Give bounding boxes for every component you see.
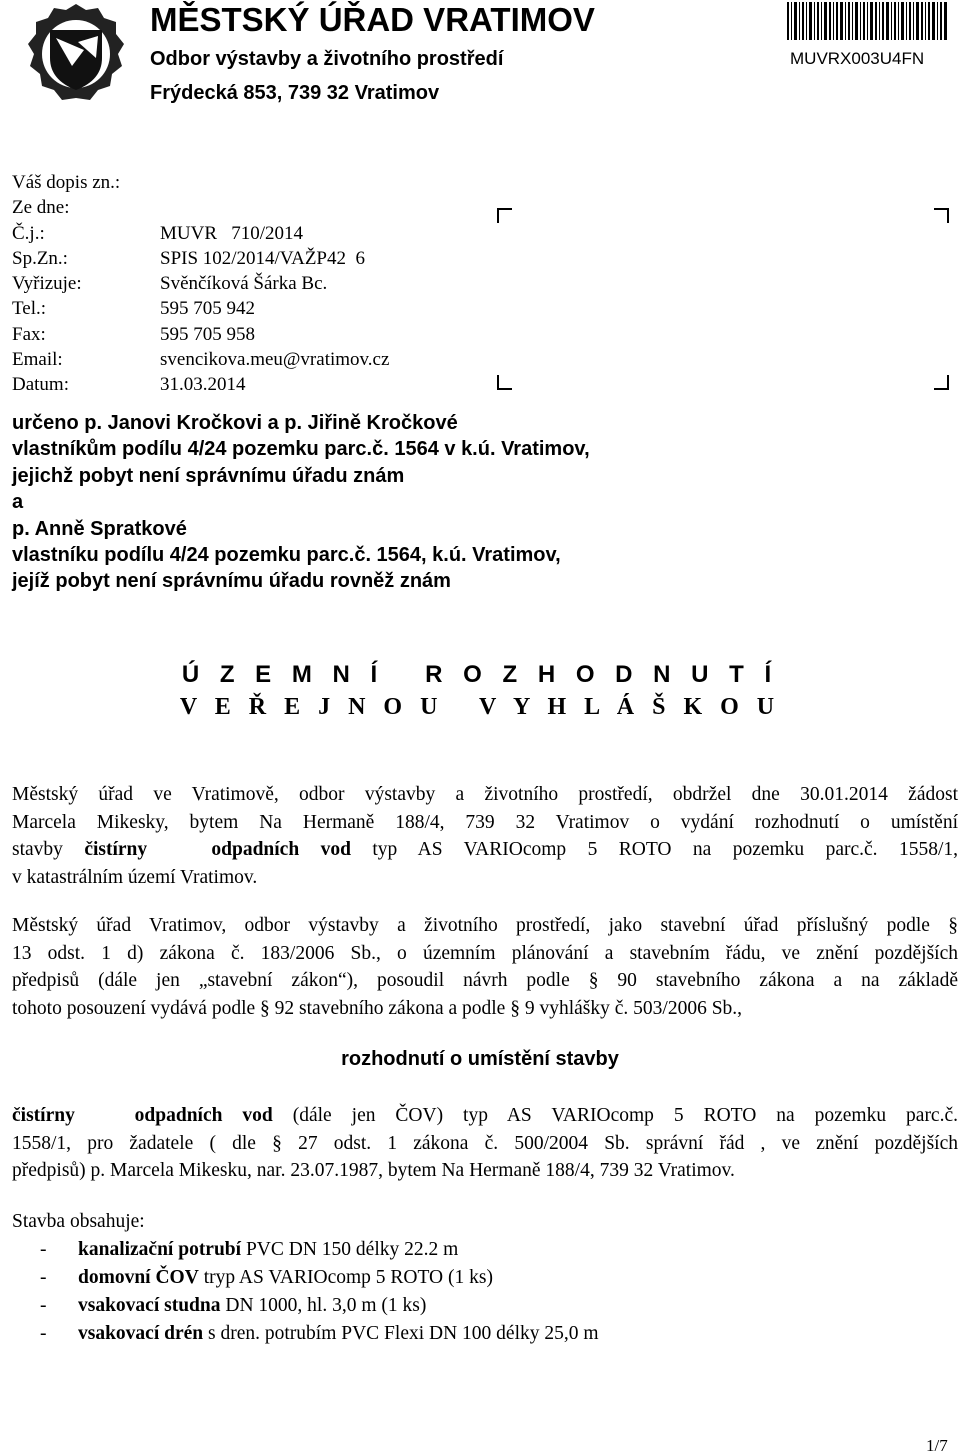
- recipient-line: určeno p. Janovi Kročkovi a p. Jiřině Kročkové: [12, 412, 458, 434]
- city-emblem-logo: [14, 2, 138, 104]
- meta-value: 595 705 958: [160, 323, 255, 345]
- meta-value: MUVR 710/2014: [160, 222, 304, 244]
- address-corner-mark: [934, 375, 949, 390]
- paragraph-line: 13 odst. 1 d) zákona č. 183/2006 Sb., o územním plánování a stavebním řádu, ve znění pozdějších: [12, 942, 958, 964]
- paragraph-line: 1558/1, pro žadatele ( dle § 27 odst. 1 zákona č. 500/2004 Sb. správní řád , ve znění pozdějších: [12, 1132, 958, 1154]
- office-address: Frýdecká 853, 739 32 Vratimov: [150, 82, 440, 104]
- list-dash: -: [40, 1323, 47, 1344]
- paragraph-line: tohoto posouzení vydává podle § 92 stavebního zákona a podle § 9 vyhlášky č. 503/2006 Sb.,: [12, 997, 743, 1019]
- meta-row: [12, 322, 389, 347]
- item-name: vsakovací drén: [78, 1323, 204, 1344]
- paragraph-decision: [12, 1102, 958, 1185]
- bold-text: čistírny odpadních vod: [84, 839, 351, 860]
- meta-value: 31.03.2014: [160, 374, 246, 396]
- construction-items-list: [12, 1236, 599, 1348]
- meta-label: Sp.Zn.:: [12, 247, 68, 269]
- public-notice-title: V E Ř E J N O U V Y H L Á Š K O U: [179, 694, 781, 720]
- text-run: (dále jen ČOV) typ AS VARIOcomp 5 ROTO na pozemku parc.č.: [272, 1105, 958, 1126]
- page-number: 1/7: [926, 1436, 948, 1455]
- meta-value: SPIS 102/2014/VAŽP42 6: [160, 247, 366, 269]
- meta-label: Č.j.:: [12, 222, 45, 244]
- meta-label: Fax:: [12, 323, 46, 345]
- paragraph-line: Městský úřad ve Vratimově, odbor výstavby a životního prostředí, obdržel dne 30.01.2014 žádost: [12, 784, 958, 805]
- recipient-line: a: [12, 491, 24, 514]
- paragraph-line: [12, 1102, 958, 1130]
- paragraph-line: [12, 836, 958, 864]
- meta-label: Datum:: [12, 374, 69, 396]
- recipient-line: jejichž pobyt není správnímu úřadu znám: [12, 464, 405, 487]
- recipient-line: vlastníkům podílu 4/24 pozemku parc.č. 1564 v k.ú. Vratimov,: [12, 438, 590, 461]
- meta-label: Ze dne:: [12, 197, 70, 219]
- item-detail: DN 1000, hl. 3,0 m (1 ks): [220, 1295, 427, 1316]
- list-dash: -: [40, 1239, 47, 1260]
- paragraph-line: Městský úřad Vratimov, odbor výstavby a životního prostředí, jako stavební úřad příslušný podle §: [12, 915, 958, 936]
- construction-contents-heading: Stavba obsahuje:: [12, 1211, 145, 1232]
- meta-label: Email:: [12, 349, 63, 371]
- meta-row: [12, 296, 389, 321]
- recipients-block: [12, 410, 590, 595]
- decision-type-title: Ú Z E M N Í R O Z H O D N U T Í: [181, 661, 779, 688]
- reference-block: [12, 170, 389, 398]
- list-dash: -: [40, 1295, 47, 1316]
- meta-row: [12, 221, 389, 246]
- meta-label: Tel.:: [12, 298, 47, 320]
- meta-row: [12, 195, 389, 220]
- paragraph-line: Marcela Mikesky, bytem Na Hermaně 188/4, 739 32 Vratimov o vydání rozhodnutí o umístění: [12, 811, 958, 833]
- list-item: [12, 1320, 599, 1348]
- meta-row: [12, 372, 389, 397]
- office-title: MĚSTSKÝ ÚŘAD VRATIMOV: [150, 1, 595, 38]
- text-run: typ AS VARIOcomp 5 ROTO na pozemku parc.č. 1558/1,: [350, 839, 958, 860]
- recipient-line: p. Anně Spratkové: [12, 517, 187, 540]
- list-item: [12, 1264, 599, 1292]
- bold-text: čistírny odpadních vod: [12, 1105, 273, 1126]
- paragraph-application: [12, 781, 958, 891]
- recipient-line: jejíž pobyt není správnímu úřadu rovněž znám: [12, 570, 451, 593]
- meta-value: Svěnčíková Šárka Bc.: [160, 273, 328, 295]
- department-name: Odbor výstavby a životního prostředí: [150, 48, 504, 70]
- meta-value: 595 705 942: [160, 298, 255, 320]
- document-code: MUVRX003U4FN: [790, 49, 925, 68]
- meta-label: Váš dopis zn.:: [12, 172, 121, 193]
- meta-row: [12, 271, 389, 296]
- item-detail: s dren. potrubím PVC Flexi DN 100 délky 25,0 m: [203, 1323, 599, 1344]
- recipient-line: vlastníku podílu 4/24 pozemku parc.č. 1564, k.ú. Vratimov,: [12, 544, 561, 567]
- address-corner-mark: [934, 208, 949, 223]
- item-detail: tryp AS VARIOcomp 5 ROTO (1 ks): [198, 1267, 493, 1288]
- item-name: domovní ČOV: [78, 1267, 199, 1288]
- meta-value: svencikova.meu@vratimov.cz: [160, 349, 390, 371]
- address-corner-mark: [497, 375, 512, 390]
- list-item: [12, 1292, 599, 1320]
- text-run: stavby: [12, 839, 85, 860]
- decision-heading: rozhodnutí o umístění stavby: [341, 1048, 619, 1070]
- address-corner-mark: [497, 208, 512, 223]
- meta-row: [12, 170, 389, 195]
- paragraph-line: v katastrálním území Vratimov.: [12, 866, 258, 888]
- paragraph-line: předpisů) p. Marcela Mikesku, nar. 23.07.1987, bytem Na Hermaně 188/4, 739 32 Vratimov.: [12, 1160, 735, 1181]
- barcode-image: [787, 2, 947, 40]
- meta-row: [12, 246, 389, 271]
- item-detail: PVC DN 150 délky 22.2 m: [241, 1239, 459, 1260]
- list-item: [12, 1236, 599, 1264]
- item-name: vsakovací studna: [78, 1295, 221, 1316]
- meta-row: [12, 347, 389, 372]
- meta-label: Vyřizuje:: [12, 273, 82, 295]
- paragraph-authority: [12, 912, 958, 1022]
- list-dash: -: [40, 1267, 47, 1288]
- paragraph-line: předpisů (dále jen „stavební zákon“), posoudil návrh podle § 90 stavebního zákona a na základě: [12, 970, 958, 991]
- item-name: kanalizační potrubí: [78, 1239, 242, 1260]
